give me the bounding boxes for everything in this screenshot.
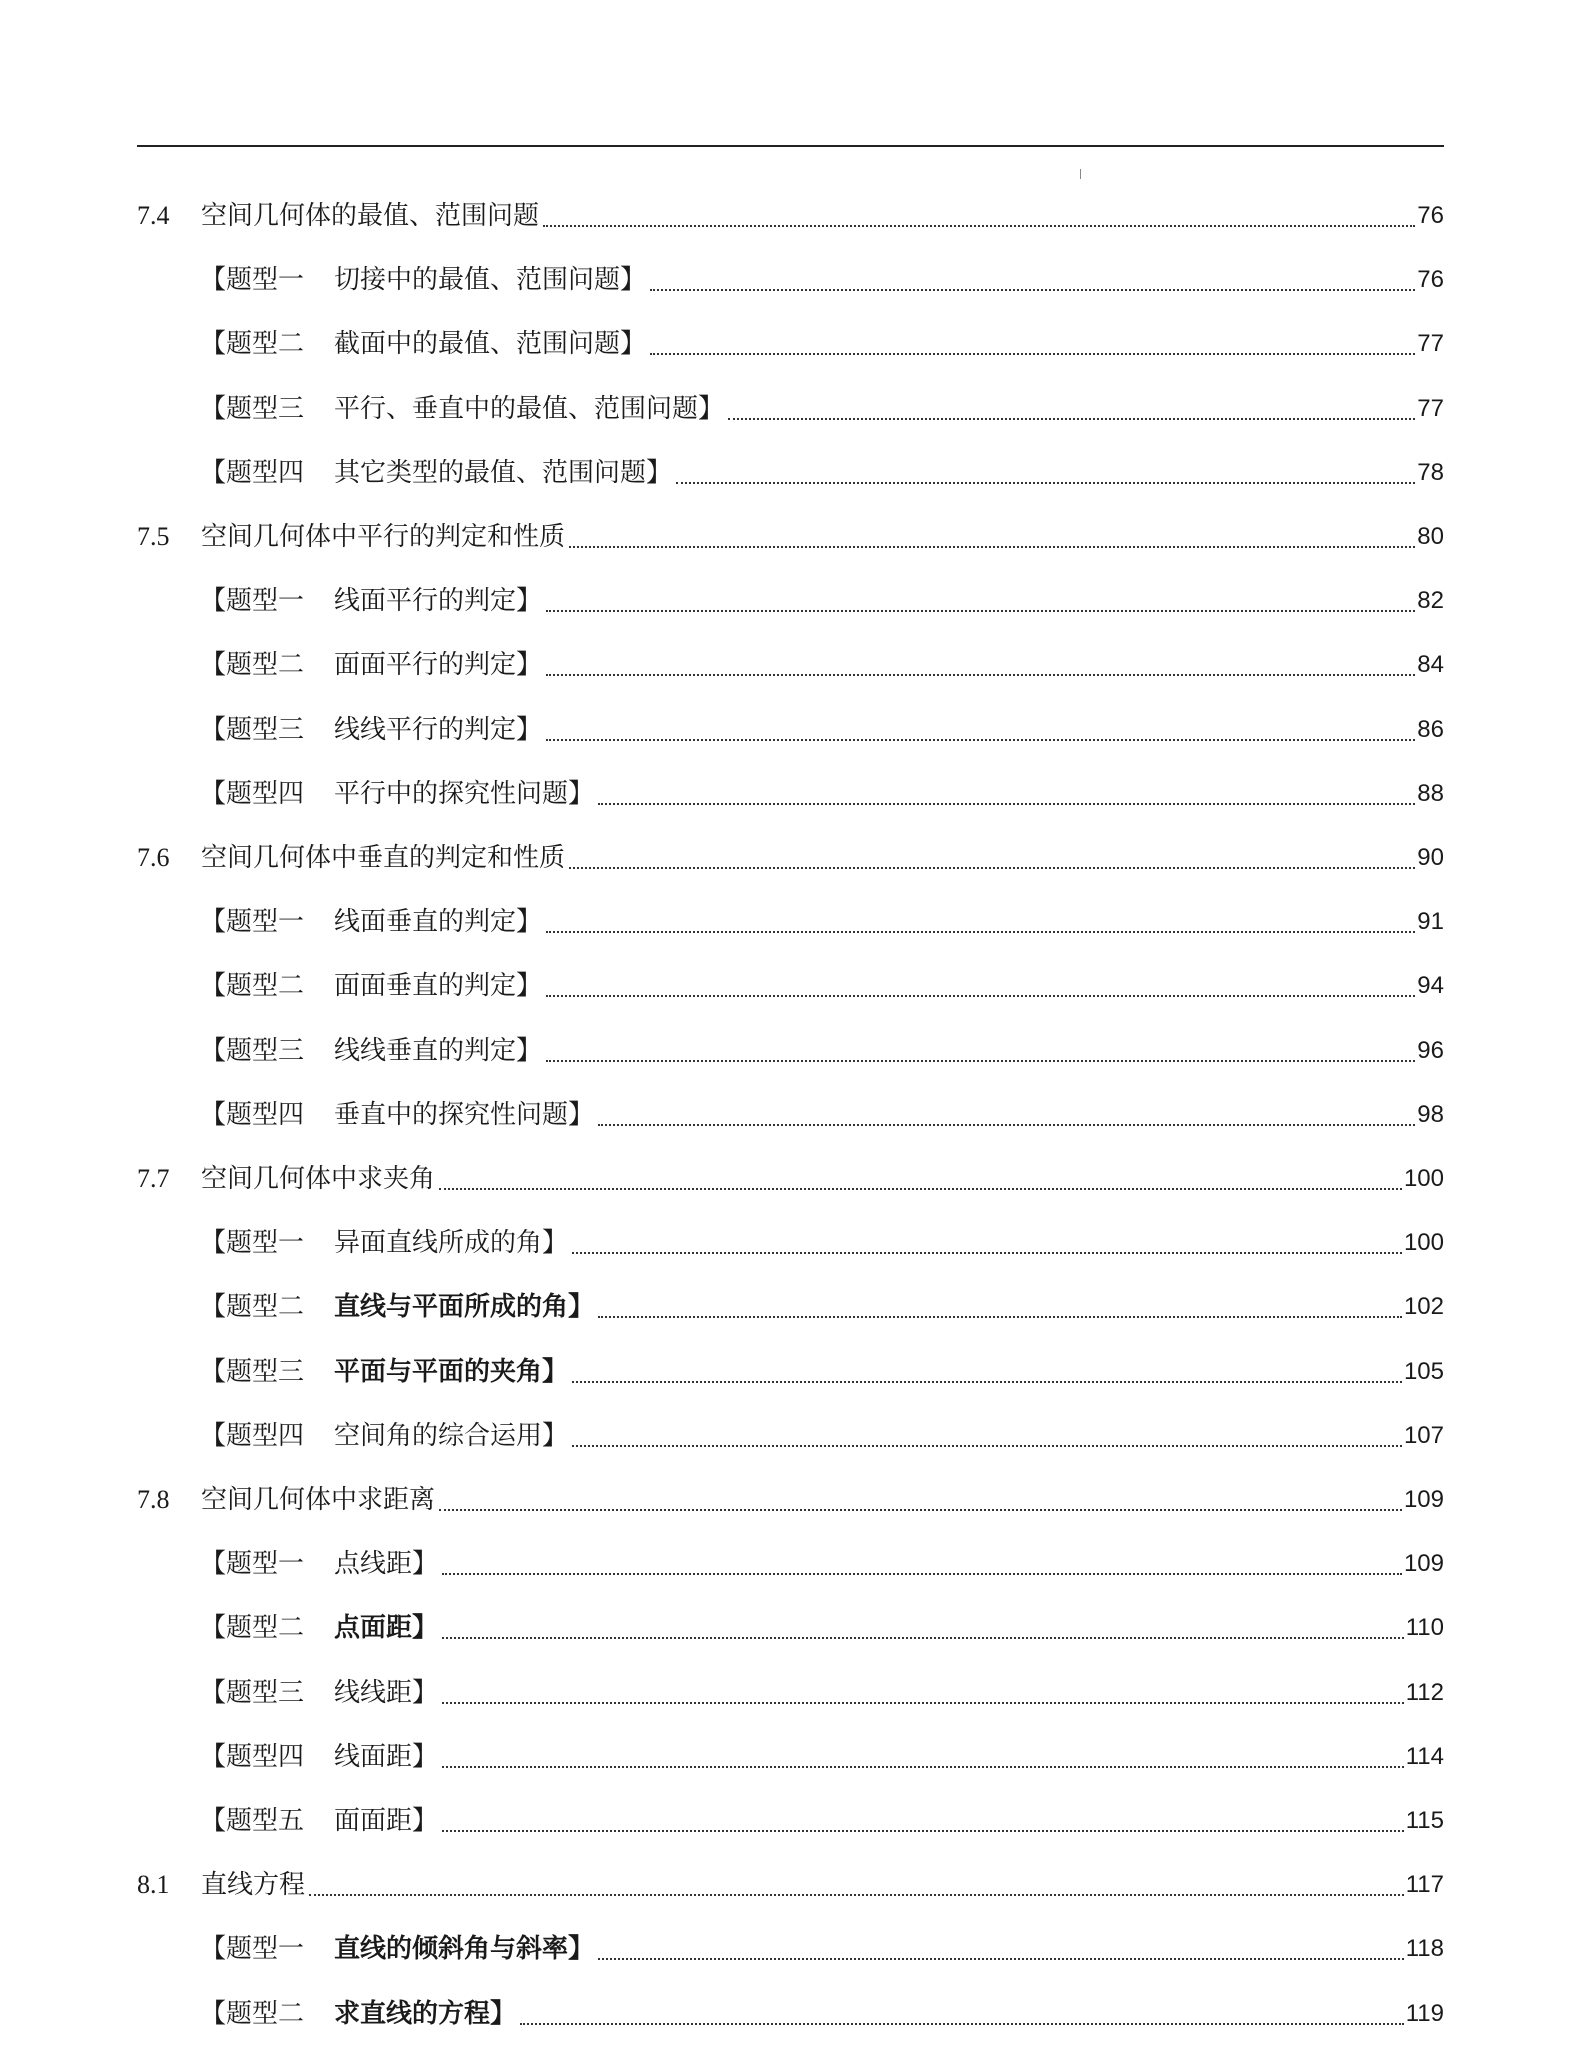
subsection-title: 平行、垂直中的最值、范围问题】 (334, 393, 725, 424)
subsection-label (200, 1737, 438, 1777)
subsection-label (200, 1031, 542, 1071)
page-number: 94 (1417, 972, 1444, 1000)
page-number: 100 (1403, 1165, 1444, 1192)
toc-subsection-entry[interactable] (200, 1031, 1444, 1071)
subsection-title: 线线距】 (334, 1677, 439, 1708)
question-type-tag: 【题型四 (200, 778, 305, 809)
subsection-title: 点面距】 (334, 1613, 439, 1644)
subsection-label (200, 1673, 438, 1713)
subsection-title: 异面直线所成的角】 (334, 1228, 569, 1259)
page-number: 109 (1403, 1550, 1444, 1578)
section-title: 空间几何体中平行的判定和性质 (201, 522, 566, 552)
subsection-title: 面面垂直的判定】 (334, 971, 543, 1002)
subsection-label (200, 1994, 516, 2034)
dot-leader (543, 224, 1415, 227)
dot-leader (442, 1829, 1404, 1832)
toc-subsection-entry[interactable] (200, 1994, 1444, 2034)
question-type-tag: 【题型一 (200, 1228, 305, 1259)
dot-leader (546, 994, 1415, 997)
page-number: 105 (1403, 1357, 1444, 1385)
toc-subsection-entry[interactable] (200, 1287, 1444, 1327)
dot-leader (442, 1572, 1402, 1575)
subsection-title: 线面垂直的判定】 (334, 907, 543, 938)
toc-subsection-entry[interactable] (200, 1801, 1444, 1841)
dot-leader (309, 1893, 1404, 1896)
dot-leader (546, 738, 1415, 741)
dot-leader (598, 1315, 1402, 1318)
subsection-title: 垂直中的探究性问题】 (334, 1099, 595, 1130)
page-number: 90 (1417, 844, 1444, 871)
dot-leader (676, 481, 1415, 484)
subsection-label (200, 710, 542, 750)
toc-section-entry[interactable] (137, 196, 1444, 236)
toc-subsection-entry[interactable] (200, 260, 1444, 300)
subsection-title: 求直线的方程】 (334, 1998, 517, 2029)
page-number: 98 (1417, 1100, 1444, 1128)
subsection-label (200, 581, 542, 621)
dot-leader (546, 673, 1415, 676)
section-number: 7.5 (137, 522, 170, 551)
section-title: 空间几何体中垂直的判定和性质 (201, 843, 566, 873)
page-number: 78 (1417, 458, 1444, 486)
page-number: 109 (1403, 1486, 1444, 1513)
question-type-tag: 【题型二 (200, 1998, 305, 2029)
page-number: 84 (1417, 651, 1444, 679)
question-type-tag: 【题型四 (200, 1420, 305, 1451)
section-title: 空间几何体中求夹角 (201, 1164, 436, 1194)
section-number: 7.8 (137, 1485, 170, 1514)
toc-subsection-entry[interactable] (200, 1095, 1444, 1135)
subsection-title: 切接中的最值、范围问题】 (334, 265, 647, 296)
toc-subsection-entry[interactable] (200, 1416, 1444, 1456)
page-number: 96 (1417, 1036, 1444, 1064)
dot-leader (569, 545, 1415, 548)
subsection-label (200, 774, 594, 814)
page-number: 88 (1417, 779, 1444, 807)
toc-subsection-entry[interactable] (200, 1352, 1444, 1392)
page-number: 76 (1417, 202, 1444, 229)
toc-subsection-entry[interactable] (200, 389, 1444, 429)
question-type-tag: 【题型三 (200, 1677, 305, 1708)
dot-leader (442, 1765, 1404, 1768)
page-number: 80 (1417, 523, 1444, 550)
dot-leader (442, 1701, 1404, 1704)
subsection-title: 空间角的综合运用】 (334, 1420, 569, 1451)
subsection-title: 截面中的最值、范围问题】 (334, 329, 647, 360)
toc-section-entry[interactable] (137, 517, 1444, 557)
toc-section-entry[interactable] (137, 838, 1444, 878)
subsection-label (200, 389, 724, 429)
page-number: 77 (1417, 394, 1444, 422)
question-type-tag: 【题型四 (200, 457, 305, 488)
question-type-tag: 【题型一 (200, 1934, 305, 1965)
dot-leader (569, 866, 1415, 869)
section-title: 直线方程 (201, 1870, 306, 1901)
dot-leader (546, 930, 1415, 933)
page-number: 117 (1405, 1871, 1444, 1899)
subsection-title: 线面距】 (334, 1741, 439, 1772)
subsection-title: 线线平行的判定】 (334, 714, 543, 745)
page-number: 91 (1417, 908, 1444, 936)
page-number: 110 (1405, 1614, 1444, 1642)
subsection-label (200, 260, 646, 300)
subsection-label (200, 1608, 438, 1648)
subsection-title: 平面与平面的夹角】 (334, 1356, 569, 1387)
subsection-title: 面面平行的判定】 (334, 650, 543, 681)
question-type-tag: 【题型四 (200, 1099, 305, 1130)
question-type-tag: 【题型三 (200, 1035, 305, 1066)
question-type-tag: 【题型三 (200, 393, 305, 424)
toc-subsection-entry[interactable] (200, 1223, 1444, 1263)
subsection-label (200, 902, 542, 942)
page-number: 114 (1405, 1742, 1444, 1770)
subsection-title: 平行中的探究性问题】 (334, 778, 595, 809)
dot-leader (598, 802, 1415, 805)
page-number: 119 (1405, 1999, 1444, 2027)
page-number: 82 (1417, 587, 1444, 615)
subsection-label (200, 1416, 568, 1456)
page-number: 77 (1417, 330, 1444, 358)
question-type-tag: 【题型一 (200, 907, 305, 938)
subsection-label (200, 1095, 594, 1135)
subsection-title: 线面平行的判定】 (334, 586, 543, 617)
dot-leader (439, 1508, 1402, 1511)
section-number: 7.6 (137, 843, 170, 872)
subsection-title: 面面距】 (334, 1806, 439, 1836)
subsection-label (200, 1223, 568, 1263)
subsection-label (200, 645, 542, 685)
section-number: 8.1 (137, 1870, 170, 1900)
subsection-title: 直线与平面所成的角】 (334, 1292, 595, 1323)
section-number: 7.4 (137, 201, 170, 230)
question-type-tag: 【题型二 (200, 1613, 305, 1644)
toc-subsection-entry[interactable] (200, 966, 1444, 1006)
dot-leader (598, 1957, 1404, 1960)
dot-leader (546, 1059, 1415, 1062)
question-type-tag: 【题型二 (200, 971, 305, 1002)
dot-leader (650, 352, 1415, 355)
dot-leader (728, 417, 1415, 420)
dot-leader (572, 1380, 1402, 1383)
toc-subsection-entry[interactable] (200, 1737, 1444, 1777)
dot-leader (546, 609, 1415, 612)
question-type-tag: 【题型一 (200, 265, 305, 296)
toc-subsection-entry[interactable] (200, 774, 1444, 814)
dot-leader (442, 1636, 1404, 1639)
page-number: 100 (1403, 1229, 1444, 1257)
toc-section-entry[interactable] (137, 1865, 1444, 1905)
question-type-tag: 【题型二 (200, 1292, 305, 1323)
subsection-label (200, 1287, 594, 1327)
toc-section-entry[interactable] (137, 1159, 1444, 1199)
toc-subsection-entry[interactable] (200, 453, 1444, 493)
toc-section-entry[interactable] (137, 1480, 1444, 1520)
section-number: 7.7 (137, 1164, 170, 1193)
dot-leader (572, 1444, 1402, 1447)
question-type-tag: 【题型二 (200, 650, 305, 681)
subsection-title: 线线垂直的判定】 (334, 1035, 543, 1066)
subsection-title: 其它类型的最值、范围问题】 (334, 457, 673, 488)
dot-leader (598, 1123, 1415, 1126)
page-number: 76 (1417, 266, 1444, 294)
dot-leader (650, 288, 1415, 291)
question-type-tag: 【题型一 (200, 1549, 305, 1580)
page-number: 112 (1405, 1678, 1444, 1706)
page-number: 115 (1405, 1807, 1444, 1834)
question-type-tag: 【题型四 (200, 1741, 305, 1772)
subsection-label (200, 1929, 594, 1969)
subsection-label (200, 966, 542, 1006)
question-type-tag: 【题型三 (200, 714, 305, 745)
section-title: 空间几何体的最值、范围问题 (201, 201, 540, 231)
dot-leader (520, 2022, 1404, 2025)
section-title: 空间几何体中求距离 (201, 1485, 436, 1515)
toc-subsection-entry[interactable] (200, 1544, 1444, 1584)
toc-subsection-entry[interactable] (200, 324, 1444, 364)
question-type-tag: 【题型五 (200, 1806, 305, 1836)
header-mark (1080, 169, 1081, 179)
subsection-title: 直线的倾斜角与斜率】 (334, 1934, 595, 1965)
question-type-tag: 【题型一 (200, 586, 305, 617)
header-rule (137, 145, 1444, 147)
toc-subsection-entry[interactable] (200, 1673, 1444, 1713)
page-number: 107 (1403, 1421, 1444, 1449)
toc-subsection-entry[interactable] (200, 1608, 1444, 1648)
subsection-label (200, 324, 646, 364)
question-type-tag: 【题型二 (200, 329, 305, 360)
toc-subsection-entry[interactable] (200, 710, 1444, 750)
dot-leader (439, 1187, 1402, 1190)
page-number: 86 (1417, 715, 1444, 743)
page-number: 102 (1403, 1293, 1444, 1321)
subsection-label (200, 1801, 438, 1841)
toc-subsection-entry[interactable] (200, 1929, 1444, 1969)
toc-subsection-entry[interactable] (200, 581, 1444, 621)
subsection-label (200, 1352, 568, 1392)
subsection-label (200, 453, 672, 493)
subsection-label (200, 1544, 438, 1584)
subsection-title: 点线距】 (334, 1549, 439, 1580)
toc-subsection-entry[interactable] (200, 902, 1444, 942)
toc-subsection-entry[interactable] (200, 645, 1444, 685)
page-number: 118 (1405, 1935, 1444, 1963)
question-type-tag: 【题型三 (200, 1356, 305, 1387)
dot-leader (572, 1251, 1402, 1254)
